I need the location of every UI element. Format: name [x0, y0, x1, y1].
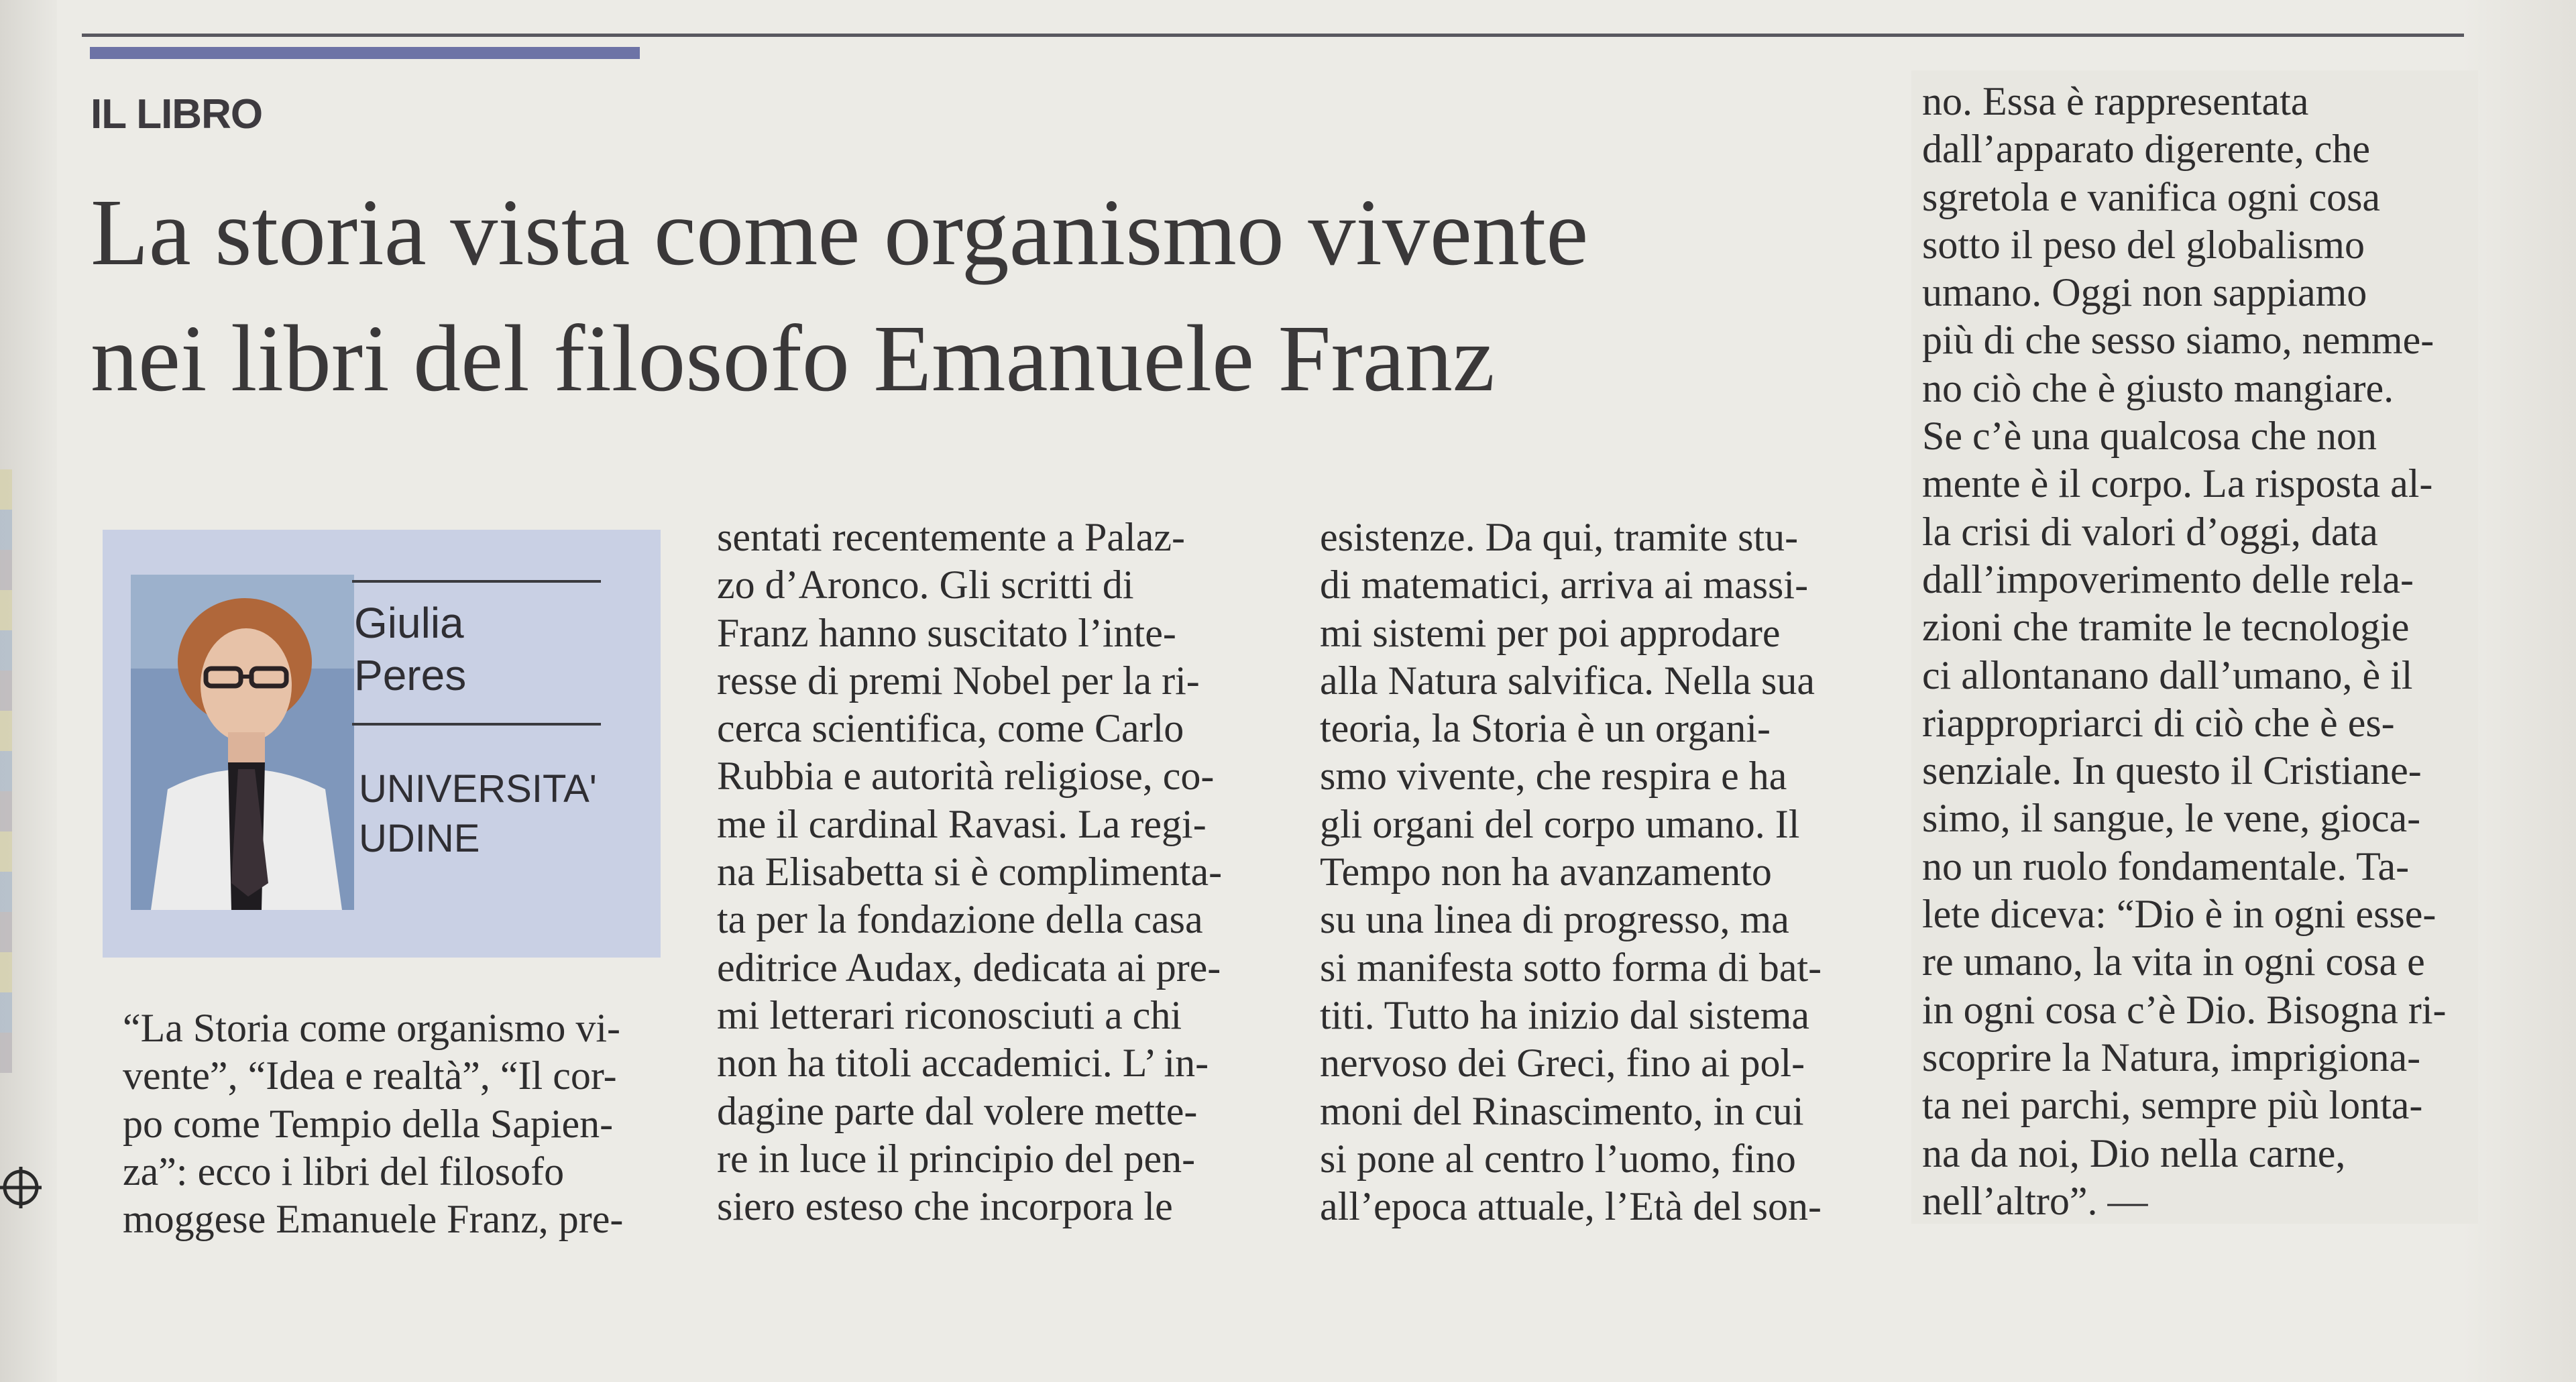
author-first-name: Giulia — [354, 599, 464, 647]
column-line: titi. Tutto ha inizio dal sistema — [1320, 992, 1810, 1037]
column-line: nervoso dei Greci, fino ai pol- — [1320, 1041, 1805, 1086]
column-line: ci allontanano dall’umano, è il — [1922, 652, 2413, 697]
page-edge-right — [2462, 0, 2576, 1382]
print-color-strip — [0, 469, 12, 1073]
column-line: vente”, “Idea e realtà”, “Il cor- — [123, 1053, 617, 1098]
headline-line-2: nei libri del filosofo Emanuele Franz — [91, 305, 1495, 411]
author-rule-bottom — [352, 723, 601, 726]
column-line: moni del Rinascimento, in cui — [1320, 1088, 1804, 1133]
column-line: umano. Oggi non sappiamo — [1922, 270, 2367, 315]
column-line: smo vivente, che respira e ha — [1320, 754, 1787, 799]
column-line: re umano, la vita in ogni cosa e — [1922, 939, 2425, 984]
author-affiliation — [359, 764, 597, 864]
column-line: Tempo non ha avanzamento — [1320, 850, 1772, 895]
author-rule-top — [352, 580, 601, 583]
column-line: senziale. In questo il Cristiane- — [1922, 748, 2422, 793]
column-line: no. Essa è rappresentata — [1922, 79, 2309, 123]
column-line: la crisi di valori d’oggi, data — [1922, 509, 2378, 554]
registration-mark-icon — [0, 1167, 42, 1208]
column-line: non ha titoli accademici. L’ in- — [717, 1041, 1209, 1086]
headline-line-1: La storia vista come organismo vivente — [91, 179, 1589, 285]
author-name — [354, 597, 466, 701]
column-line: sentati recentemente a Palaz- — [717, 515, 1185, 559]
column-line: di matematici, arriva ai massi- — [1320, 563, 1809, 608]
headline — [91, 169, 1861, 421]
column-line: zo d’Aronco. Gli scritti di — [717, 563, 1134, 608]
column-line: scoprire la Natura, imprigiona- — [1922, 1035, 2421, 1080]
column-line: sgretola e vanifica ogni cosa — [1922, 174, 2381, 219]
column-line: simo, il sangue, le vene, gioca- — [1922, 796, 2421, 841]
author-box — [103, 530, 661, 958]
article-column-4 — [1922, 78, 2470, 1225]
author-portrait — [131, 575, 354, 910]
column-line: Franz hanno suscitato l’inte- — [717, 610, 1176, 655]
article-column-1 — [123, 1004, 677, 1243]
column-line: Rubbia e autorità religiose, co- — [717, 754, 1215, 799]
column-line: mi letterari riconosciuti a chi — [717, 992, 1182, 1037]
column-line: si pone al centro l’uomo, fino — [1320, 1136, 1796, 1181]
column-line: moggese Emanuele Franz, pre- — [123, 1197, 624, 1242]
column-line: dagine parte dal volere mette- — [717, 1088, 1198, 1133]
column-line: mi sistemi per poi approdare — [1320, 610, 1781, 655]
column-line: na Elisabetta si è complimenta- — [717, 850, 1223, 895]
column-line: si manifesta sotto forma di bat- — [1320, 945, 1822, 990]
column-line: Se c’è una qualcosa che non — [1922, 414, 2377, 459]
top-rule — [82, 34, 2464, 37]
author-affiliation-line-1: UNIVERSITA' — [359, 767, 597, 811]
column-line: editrice Audax, dedicata ai pre- — [717, 945, 1221, 990]
column-line: “La Storia come organismo vi- — [123, 1006, 621, 1050]
column-line: no ciò che è giusto mangiare. — [1922, 365, 2394, 410]
column-line: po come Tempio della Sapien- — [123, 1101, 614, 1146]
column-line: no un ruolo fondamentale. Ta- — [1922, 844, 2410, 888]
column-line: dall’apparato digerente, che — [1922, 127, 2370, 172]
column-line: gli organi del corpo umano. Il — [1320, 801, 1800, 846]
column-line: più di che sesso siamo, nemme- — [1922, 318, 2434, 363]
column-line: za”: ecco i libri del filosofo — [123, 1149, 565, 1194]
author-affiliation-line-2: UDINE — [359, 817, 480, 860]
section-accent-bar — [90, 47, 640, 59]
article-column-3 — [1320, 514, 1880, 1230]
column-line: esistenze. Da qui, tramite stu- — [1320, 515, 1799, 559]
column-line: resse di premi Nobel per la ri- — [717, 658, 1200, 703]
column-line: nell’altro”. — — [1922, 1178, 2148, 1223]
column-line: mente è il corpo. La risposta al- — [1922, 461, 2433, 506]
column-line: ta nei parchi, sempre più lonta- — [1922, 1083, 2423, 1128]
column-line: riappropriarci di ciò che è es- — [1922, 700, 2395, 745]
column-line: teoria, la Storia è un organi- — [1320, 706, 1771, 751]
author-portrait-graphic — [131, 575, 354, 910]
column-line: zioni che tramite le tecnologie — [1922, 605, 2410, 650]
column-line: na da noi, Dio nella carne, — [1922, 1131, 2346, 1175]
column-line: me il cardinal Ravasi. La regi- — [717, 801, 1207, 846]
column-line: ta per la fondazione della casa — [717, 897, 1203, 942]
column-line: su una linea di progresso, ma — [1320, 897, 1789, 942]
column-line: lete diceva: “Dio è in ogni esse- — [1922, 892, 2437, 937]
column-line: re in luce il principio del pen- — [717, 1136, 1196, 1181]
column-line: sotto il peso del globalismo — [1922, 222, 2365, 267]
column-line: in ogni cosa c’è Dio. Bisogna ri- — [1922, 987, 2447, 1032]
article-column-2 — [717, 514, 1275, 1230]
author-last-name: Peres — [354, 651, 467, 699]
column-line: cerca scientifica, come Carlo — [717, 706, 1184, 751]
section-label: IL LIBRO — [91, 91, 263, 137]
column-line: dall’impoverimento delle rela- — [1922, 557, 2414, 601]
column-line: siero esteso che incorpora le — [717, 1184, 1173, 1229]
column-line: alla Natura salvifica. Nella sua — [1320, 658, 1815, 703]
column-line: all’epoca attuale, l’Età del son- — [1320, 1184, 1822, 1229]
